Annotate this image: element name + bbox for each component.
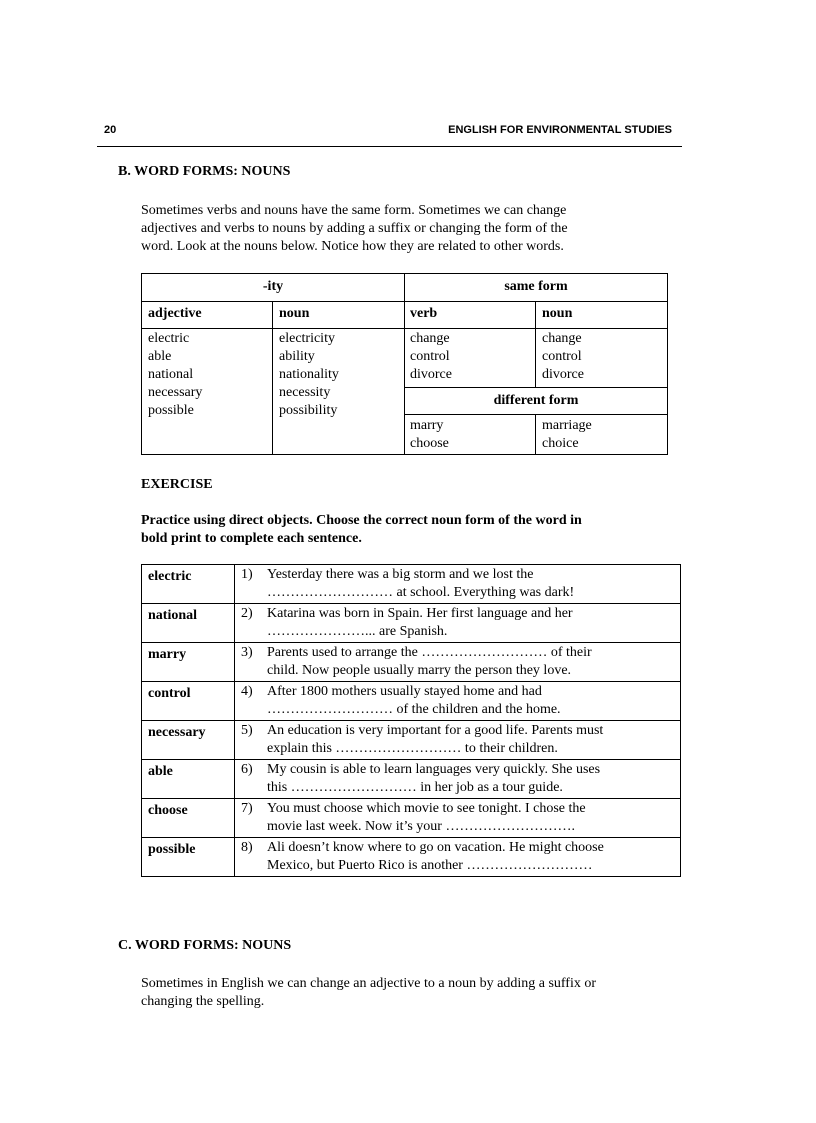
prompt-word: national bbox=[142, 604, 235, 643]
different-form-verb-list bbox=[410, 417, 449, 453]
sentence-line: ……………………… at school. Everything was dark! bbox=[267, 585, 575, 600]
list-item: choose bbox=[410, 436, 449, 451]
exercise-sentence bbox=[235, 682, 681, 721]
prompt-word: choose bbox=[142, 799, 235, 838]
section-c-intro bbox=[141, 975, 676, 1011]
sentence-line: …………………... are Spanish. bbox=[267, 624, 448, 639]
section-c-title: C. WORD FORMS: NOUNS bbox=[118, 938, 292, 953]
table-rule bbox=[404, 274, 405, 454]
instruction-line: Practice using direct objects. Choose the correct noun form of the word in bbox=[141, 513, 582, 528]
group-header-ity: -ity bbox=[262, 279, 284, 294]
table-rule bbox=[272, 301, 273, 454]
list-item: possible bbox=[148, 403, 194, 418]
list-item: divorce bbox=[542, 367, 584, 382]
col-header-noun: noun bbox=[279, 306, 310, 321]
section-b-title: B. WORD FORMS: NOUNS bbox=[118, 164, 291, 179]
instruction-line: bold print to complete each sentence. bbox=[141, 531, 362, 546]
item-number: 1) bbox=[241, 567, 253, 582]
group-header-different-form: different form bbox=[493, 393, 579, 408]
intro-line: Sometimes in English we can change an adjective to a noun by adding a suffix or bbox=[141, 976, 597, 991]
exercise-sentence bbox=[235, 643, 681, 682]
item-number: 2) bbox=[241, 606, 253, 621]
list-item: electricity bbox=[279, 331, 335, 346]
col-header-noun-2: noun bbox=[542, 306, 573, 321]
intro-line: changing the spelling. bbox=[141, 994, 265, 1009]
item-number: 5) bbox=[241, 723, 253, 738]
intro-line: word. Look at the nouns below. Notice how they are related to other words. bbox=[141, 239, 564, 254]
sentence-text bbox=[267, 800, 675, 836]
sentence-text bbox=[267, 566, 675, 602]
table-row bbox=[142, 643, 681, 682]
sentence-text bbox=[267, 722, 675, 758]
prompt-word: able bbox=[142, 760, 235, 799]
list-item: divorce bbox=[410, 367, 452, 382]
sentence-line: movie last week. Now it’s your ………………………. bbox=[267, 819, 575, 834]
prompt-word: control bbox=[142, 682, 235, 721]
running-title: ENGLISH FOR ENVIRONMENTAL STUDIES bbox=[448, 124, 672, 136]
list-item: choice bbox=[542, 436, 579, 451]
sentence-line: this ……………………… in her job as a tour guide. bbox=[267, 780, 563, 795]
table-row bbox=[142, 721, 681, 760]
prompt-word: marry bbox=[142, 643, 235, 682]
adjective-list bbox=[148, 330, 202, 420]
prompt-word: electric bbox=[142, 565, 235, 604]
list-item: ability bbox=[279, 349, 315, 364]
sentence-line: My cousin is able to learn languages very quickly. She uses bbox=[267, 762, 601, 777]
list-item: able bbox=[148, 349, 172, 364]
list-item: change bbox=[542, 331, 582, 346]
table-row bbox=[142, 799, 681, 838]
table-rule bbox=[404, 387, 667, 388]
list-item: nationality bbox=[279, 367, 339, 382]
sentence-line: You must choose which movie to see tonight. I chose the bbox=[267, 801, 586, 816]
exercise-sentence bbox=[235, 565, 681, 604]
table-rule bbox=[535, 414, 536, 454]
page-number: 20 bbox=[104, 124, 117, 136]
exercise-sentence bbox=[235, 604, 681, 643]
table-row bbox=[142, 565, 681, 604]
section-b-intro bbox=[141, 202, 676, 256]
different-form-noun-list bbox=[542, 417, 592, 453]
group-header-same-form: same form bbox=[504, 279, 568, 294]
prompt-word: necessary bbox=[142, 721, 235, 760]
sentence-line: Katarina was born in Spain. Her first language and her bbox=[267, 606, 573, 621]
sentence-line: An education is very important for a good life. Parents must bbox=[267, 723, 604, 738]
table-row bbox=[142, 838, 681, 877]
sentence-text bbox=[267, 605, 675, 641]
list-item: necessary bbox=[148, 385, 203, 400]
list-item: marry bbox=[410, 418, 444, 433]
table-row bbox=[142, 682, 681, 721]
sentence-line: Ali doesn’t know where to go on vacation. He might choose bbox=[267, 840, 604, 855]
item-number: 8) bbox=[241, 840, 253, 855]
sentence-line: child. Now people usually marry the person they love. bbox=[267, 663, 572, 678]
list-item: electric bbox=[148, 331, 190, 346]
exercise-instructions bbox=[141, 512, 676, 548]
sentence-text bbox=[267, 644, 675, 680]
col-header-verb: verb bbox=[410, 306, 438, 321]
exercise-table bbox=[141, 564, 681, 877]
sentence-line: Parents used to arrange the ……………………… of their bbox=[267, 645, 592, 660]
word-forms-table bbox=[141, 273, 668, 455]
item-number: 4) bbox=[241, 684, 253, 699]
prompt-word: possible bbox=[142, 838, 235, 877]
same-form-noun-list bbox=[542, 330, 584, 384]
sentence-text bbox=[267, 839, 675, 875]
list-item: national bbox=[148, 367, 194, 382]
list-item: marriage bbox=[542, 418, 592, 433]
list-item: control bbox=[542, 349, 582, 364]
item-number: 6) bbox=[241, 762, 253, 777]
exercise-sentence bbox=[235, 721, 681, 760]
item-number: 3) bbox=[241, 645, 253, 660]
sentence-line: explain this ……………………… to their children. bbox=[267, 741, 558, 756]
exercise-title: EXERCISE bbox=[141, 477, 213, 492]
same-form-verb-list bbox=[410, 330, 452, 384]
sentence-line: ……………………… of the children and the home. bbox=[267, 702, 561, 717]
list-item: possibility bbox=[279, 403, 338, 418]
intro-line: Sometimes verbs and nouns have the same form. Sometimes we can change bbox=[141, 203, 567, 218]
list-item: necessity bbox=[279, 385, 331, 400]
sentence-line: Yesterday there was a big storm and we lost the bbox=[267, 567, 534, 582]
table-row bbox=[142, 604, 681, 643]
exercise-sentence bbox=[235, 799, 681, 838]
sentence-line: Mexico, but Puerto Rico is another ……………………… bbox=[267, 858, 593, 873]
sentence-line: After 1800 mothers usually stayed home and had bbox=[267, 684, 542, 699]
list-item: change bbox=[410, 331, 450, 346]
exercise-sentence bbox=[235, 760, 681, 799]
exercise-sentence bbox=[235, 838, 681, 877]
intro-line: adjectives and verbs to nouns by adding a suffix or changing the form of the bbox=[141, 221, 568, 236]
item-number: 7) bbox=[241, 801, 253, 816]
table-rule bbox=[535, 301, 536, 387]
running-header bbox=[97, 122, 682, 147]
sentence-text bbox=[267, 683, 675, 719]
ity-noun-list bbox=[279, 330, 339, 420]
list-item: control bbox=[410, 349, 450, 364]
col-header-adjective: adjective bbox=[148, 306, 202, 321]
sentence-text bbox=[267, 761, 675, 797]
table-row bbox=[142, 760, 681, 799]
